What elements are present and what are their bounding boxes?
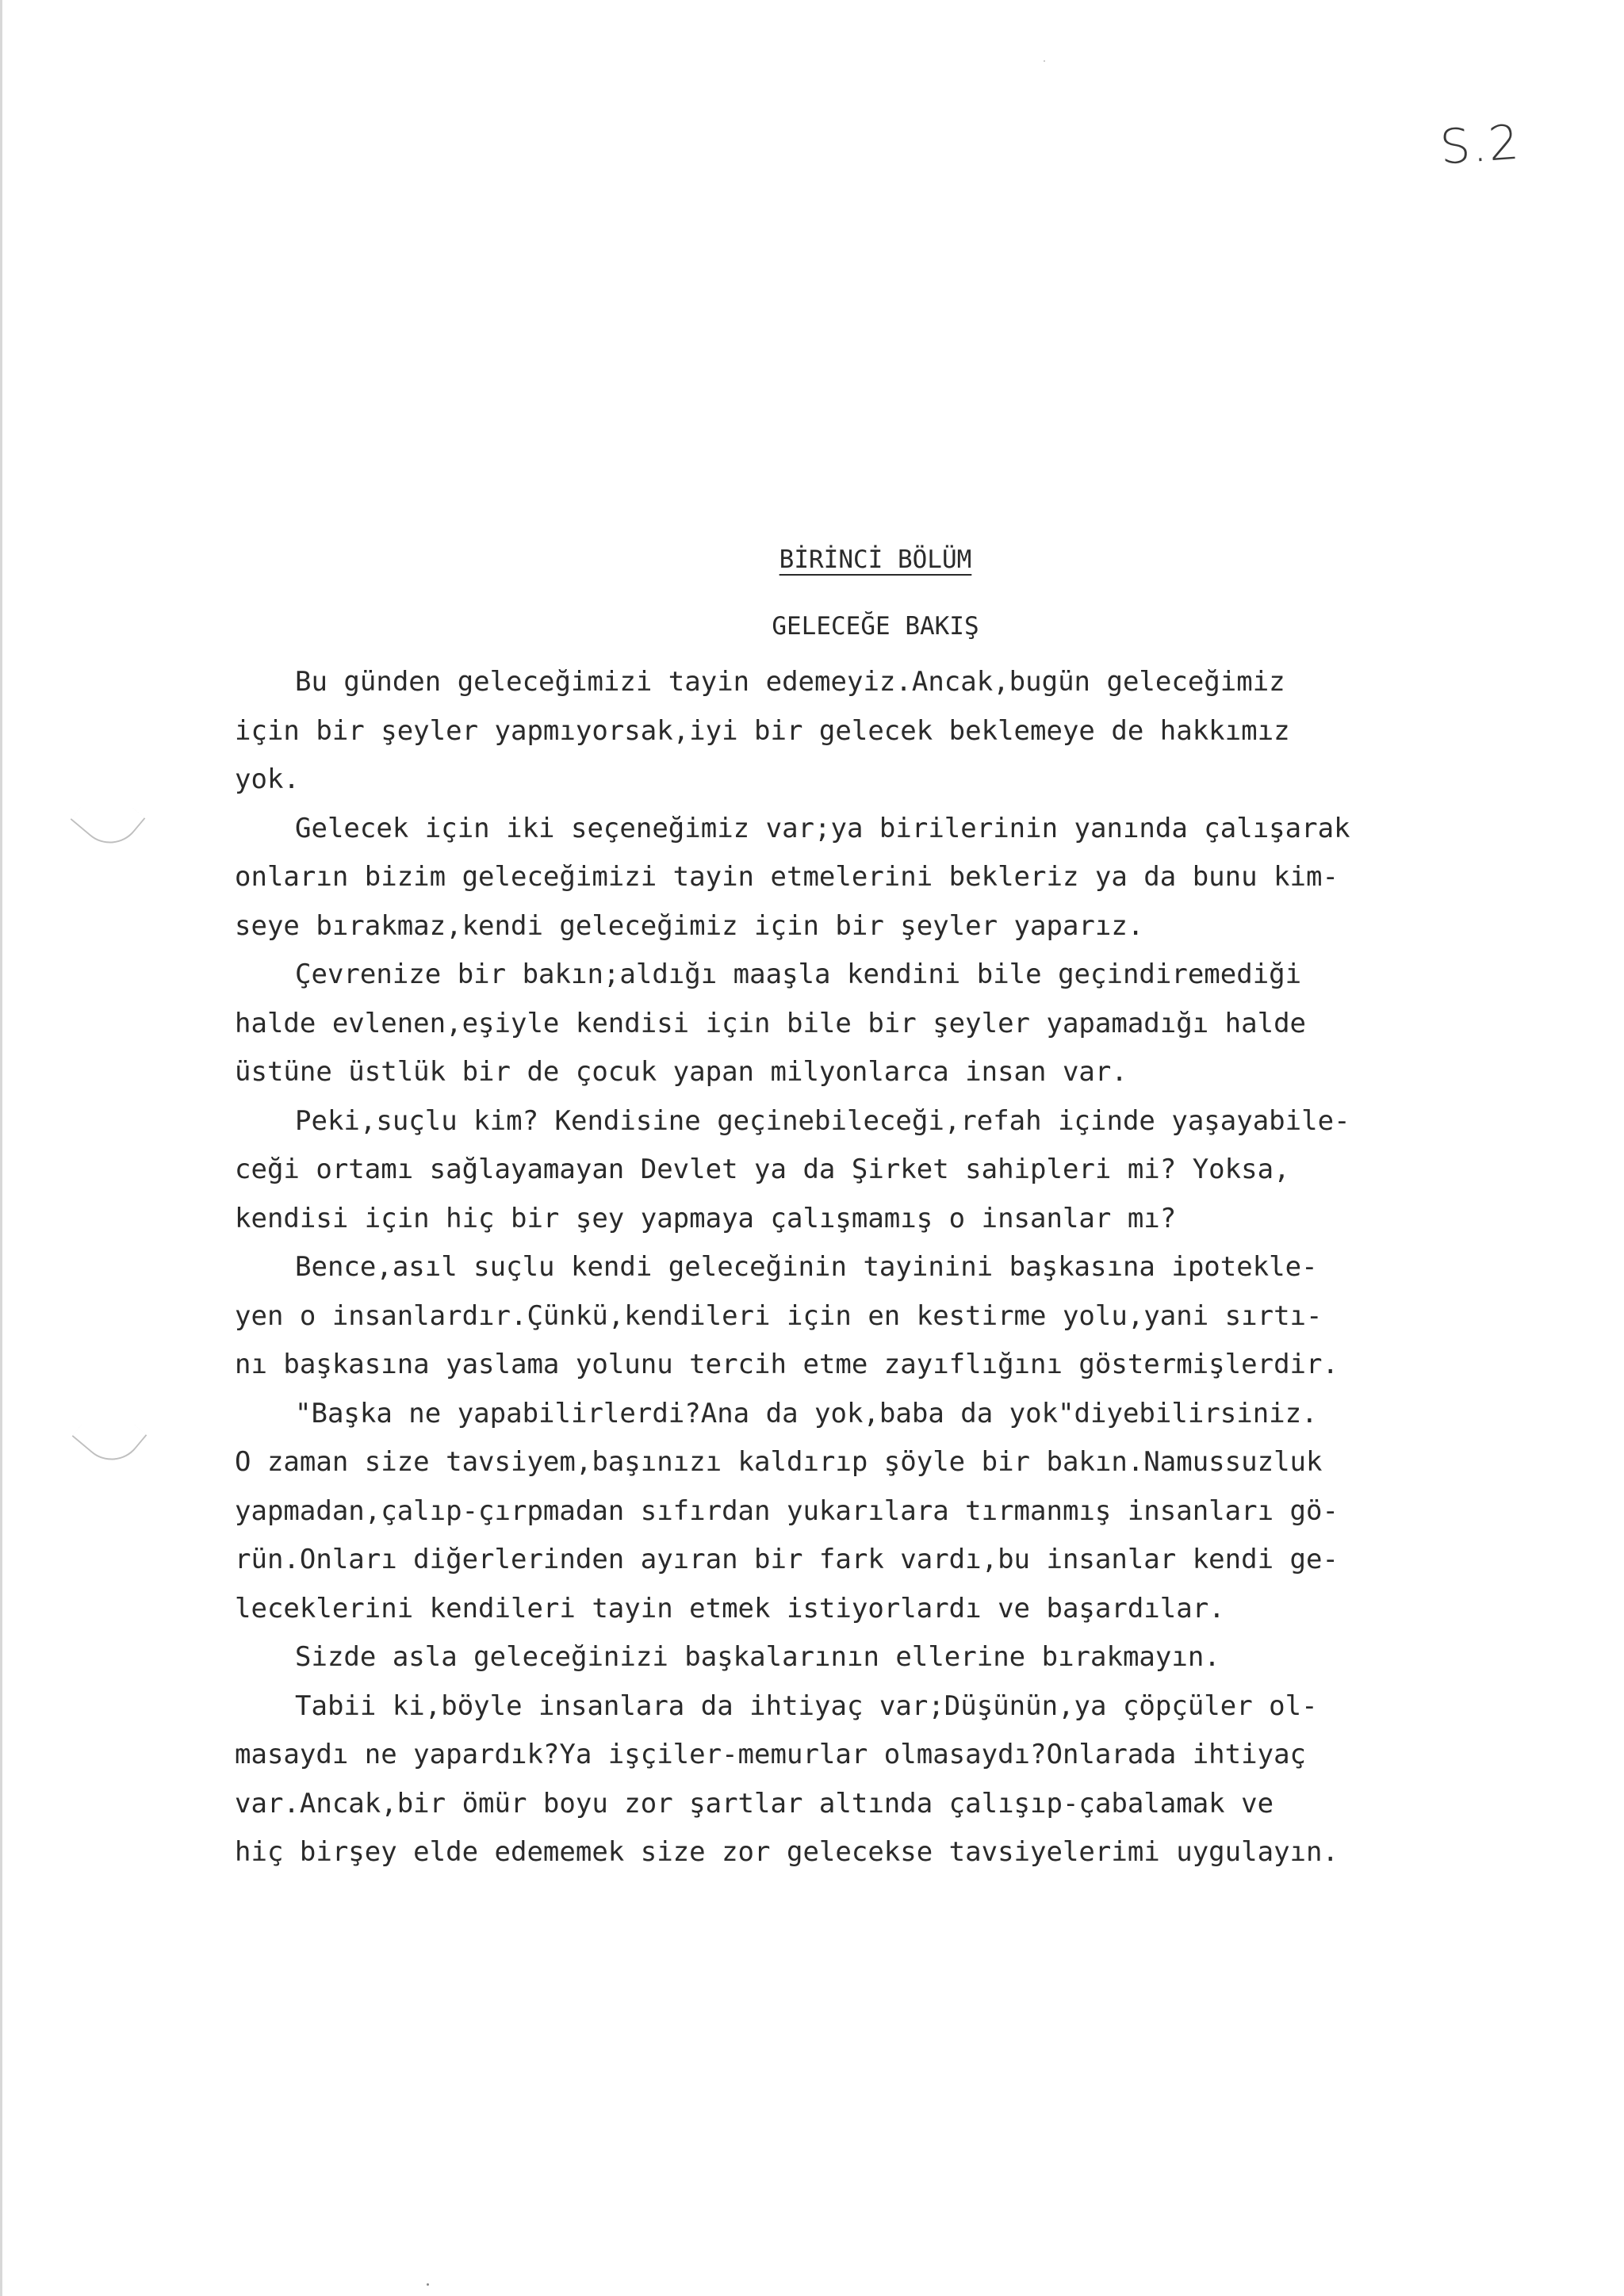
punch-hole-mark	[70, 782, 145, 856]
text-line: O zaman size tavsiyem,başınızı kaldırıp şöyle bir bakın.Namussuzluk	[235, 1446, 1323, 1478]
text-line: Bence,asıl suçlu kendi geleceğinin tayinini başkasına ipotekle-	[295, 1251, 1318, 1283]
text-line: Gelecek için iki seçeneğimiz var;ya birilerinin yanında çalışarak	[295, 812, 1350, 844]
page-edge	[0, 0, 2, 2296]
text-line: leceklerini kendileri tayin etmek istiyorlardı ve başardılar.	[235, 1592, 1225, 1624]
text-line: ceği ortamı sağlayamayan Devlet ya da Şirket sahipleri mi? Yoksa,	[235, 1154, 1290, 1185]
text-line: yok.	[235, 763, 300, 795]
text-line: masaydı ne yapardık?Ya işçiler-memurlar olmasaydı?Onlarada ihtiyaç	[235, 1739, 1307, 1770]
punch-hole-mark	[71, 1399, 147, 1473]
chapter-title: BİRİNCİ BÖLÜM	[779, 545, 972, 574]
text-line: halde evlenen,eşiyle kendisi için bile bir şeyler yapamadığı halde	[235, 1007, 1307, 1039]
text-line: Tabii ki,böyle insanlara da ihtiyaç var;Düşünün,ya çöpçüler ol-	[295, 1689, 1318, 1722]
text-line: hiç birşey elde edememek size zor gelecekse tavsiyelerimi uygulayın.	[235, 1836, 1339, 1868]
chapter-heading	[0, 545, 1624, 574]
text-line: Sizde asla geleceğinizi başkalarının ellerine bırakmayın.	[295, 1641, 1220, 1673]
text-line: Peki,suçlu kim? Kendisine geçinebileceği,refah içinde yaşayabile-	[295, 1104, 1350, 1137]
text-line: rün.Onları diğerlerinden ayıran bir fark vardı,bu insanlar kendi ge-	[235, 1544, 1339, 1575]
page-number: S.2	[1438, 114, 1522, 176]
text-line: Çevrenize bir bakın;aldığı maaşla kendini bile geçindiremediği	[295, 959, 1302, 990]
text-line: seye bırakmaz,kendi geleceğimiz için bir şeyler yaparız.	[235, 909, 1144, 942]
text-line: Bu günden geleceğimizi tayin edemeyiz.Ancak,bugün geleceğimiz	[295, 666, 1285, 698]
paper-speck	[427, 2283, 429, 2286]
body-text	[235, 658, 1575, 1877]
section-title: GELECEĞE BAKIŞ	[772, 612, 979, 641]
text-line: var.Ancak,bir ömür boyu zor şartlar altında çalışıp-çabalamak ve	[235, 1787, 1274, 1820]
text-line: yen o insanlardır.Çünkü,kendileri için en kestirme yolu,yani sırtı-	[235, 1299, 1323, 1332]
text-line: için bir şeyler yapmıyorsak,iyi bir gelecek beklemeye de hakkımız	[235, 714, 1290, 747]
text-line: yapmadan,çalıp-çırpmadan sıfırdan yukarılara tırmanmış insanları gö-	[235, 1494, 1339, 1527]
text-line: üstüne üstlük bir de çocuk yapan milyonlarca insan var.	[235, 1056, 1128, 1088]
text-line: nı başkasına yaslama yolunu tercih etme zayıflığını göstermişlerdir.	[235, 1349, 1339, 1380]
text-line: "Başka ne yapabilirlerdi?Ana da yok,baba da yok"diyebilirsiniz.	[295, 1397, 1318, 1429]
text-line: onların bizim geleceğimizi tayin etmelerini bekleriz ya da bunu kim-	[235, 861, 1339, 893]
paper-speck	[1044, 60, 1045, 62]
text-line: kendisi için hiç bir şey yapmaya çalışmamış o insanlar mı?	[235, 1202, 1177, 1234]
